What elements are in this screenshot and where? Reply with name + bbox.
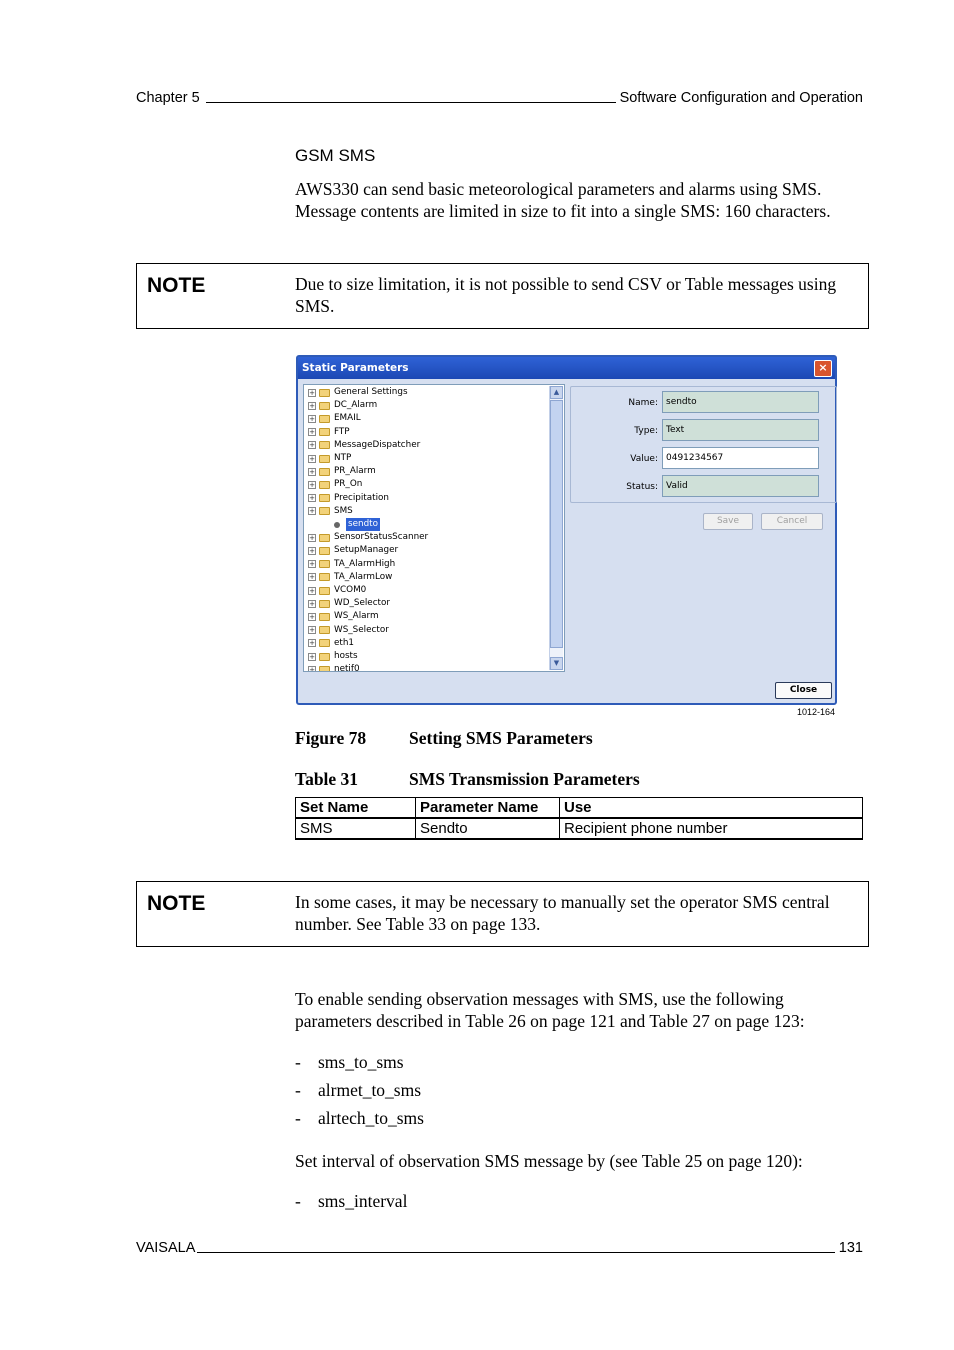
image-id: 1012-164 bbox=[797, 707, 836, 717]
expand-icon[interactable]: + bbox=[309, 652, 315, 661]
tree-item[interactable] bbox=[308, 584, 366, 597]
tree-item-label: NTP bbox=[334, 453, 352, 463]
close-icon[interactable]: × bbox=[814, 360, 832, 377]
tree-item-label: sendto bbox=[348, 519, 378, 529]
expand-icon[interactable]: + bbox=[309, 560, 315, 569]
tree-item[interactable] bbox=[308, 558, 395, 571]
tree-item-label: hosts bbox=[334, 651, 358, 661]
field-row-name bbox=[571, 391, 836, 415]
tree-item-label: SetupManager bbox=[334, 545, 399, 556]
tree-item-label: PR_On bbox=[334, 479, 363, 490]
folder-icon bbox=[319, 507, 330, 515]
tree-scrollbar[interactable] bbox=[549, 386, 563, 670]
folder-icon bbox=[319, 428, 330, 436]
save-button[interactable]: Save bbox=[703, 513, 753, 530]
tree-item[interactable] bbox=[308, 663, 360, 672]
note-label: NOTE bbox=[147, 274, 206, 297]
folder-icon bbox=[319, 573, 330, 581]
field-row-value bbox=[571, 447, 836, 471]
folder-icon bbox=[319, 560, 330, 568]
tree-item-label: EMAIL bbox=[334, 413, 361, 424]
table-caption bbox=[295, 769, 640, 790]
note-text: In some cases, it may be necessary to manually set the operator SMS central number. See Table 33 on page 133. bbox=[295, 892, 830, 934]
tree-item[interactable] bbox=[308, 399, 377, 412]
table-row bbox=[296, 818, 863, 839]
expand-icon[interactable]: + bbox=[309, 494, 315, 503]
name-label: Name: bbox=[628, 398, 658, 408]
expand-icon[interactable]: + bbox=[309, 428, 315, 437]
list-item: - sms_interval bbox=[295, 1191, 408, 1211]
dialog-titlebar bbox=[298, 357, 835, 379]
leaf-icon bbox=[334, 522, 340, 528]
tree-item-label: TA_AlarmLow bbox=[334, 571, 393, 582]
folder-icon bbox=[319, 600, 330, 608]
tree-item-label: Precipitation bbox=[334, 492, 389, 503]
tree-item[interactable] bbox=[308, 465, 376, 478]
close-button[interactable]: Close bbox=[775, 682, 832, 699]
expand-icon[interactable]: + bbox=[309, 414, 315, 423]
expand-icon[interactable]: + bbox=[309, 612, 315, 621]
folder-icon bbox=[319, 481, 330, 489]
expand-icon[interactable]: + bbox=[309, 533, 315, 542]
figure-number: Figure 78 bbox=[295, 728, 367, 748]
expand-icon[interactable]: + bbox=[309, 599, 315, 608]
chapter-title: Software Configuration and Operation bbox=[619, 90, 863, 106]
table-title: SMS Transmission Parameters bbox=[409, 769, 640, 789]
list-item-text: alrmet_to_sms bbox=[318, 1080, 422, 1100]
folder-icon bbox=[319, 402, 330, 410]
expand-icon[interactable]: + bbox=[309, 586, 315, 595]
tree-item-label: DC_Alarm bbox=[334, 400, 378, 411]
status-label: Status: bbox=[626, 482, 658, 492]
tree-item-label: FTP bbox=[334, 426, 350, 437]
tree-item[interactable] bbox=[308, 426, 350, 439]
tree-item[interactable] bbox=[308, 439, 420, 452]
folder-icon bbox=[319, 587, 330, 595]
folder-icon bbox=[319, 534, 330, 542]
tree-item-label: PR_Alarm bbox=[334, 466, 376, 477]
expand-icon[interactable]: + bbox=[309, 626, 315, 635]
expand-icon[interactable]: + bbox=[309, 467, 315, 476]
folder-icon bbox=[319, 613, 330, 621]
tree-item-label: TA_AlarmHigh bbox=[334, 558, 396, 569]
expand-icon[interactable]: + bbox=[309, 665, 315, 672]
status-field: Valid bbox=[662, 475, 819, 497]
type-label: Type: bbox=[634, 426, 658, 436]
tree-item[interactable] bbox=[308, 492, 389, 505]
tree-item[interactable] bbox=[308, 597, 390, 610]
folder-icon bbox=[319, 441, 330, 449]
expand-icon[interactable]: + bbox=[309, 507, 315, 516]
dialog-title: Static Parameters bbox=[302, 362, 409, 374]
folder-icon bbox=[319, 547, 330, 555]
tree-item[interactable] bbox=[308, 452, 351, 465]
field-row-type bbox=[571, 419, 836, 443]
tree-item[interactable] bbox=[308, 412, 361, 425]
page-footer bbox=[136, 1240, 863, 1256]
tree-item-label: WD_Selector bbox=[334, 598, 391, 609]
expand-icon[interactable]: + bbox=[309, 441, 315, 450]
note-box-2 bbox=[136, 881, 869, 947]
expand-icon[interactable]: + bbox=[309, 401, 315, 410]
scroll-up-icon[interactable]: ▲ bbox=[550, 386, 563, 399]
page-number: 131 bbox=[838, 1240, 863, 1256]
type-field: Text bbox=[662, 419, 819, 441]
tree-item[interactable] bbox=[308, 610, 379, 623]
field-row-status bbox=[571, 475, 836, 499]
figure-title: Setting SMS Parameters bbox=[409, 728, 593, 748]
note-text: Due to size limitation, it is not possible to send CSV or Table messages using SMS. bbox=[295, 274, 837, 316]
folder-icon bbox=[319, 468, 330, 476]
folder-icon bbox=[319, 415, 330, 423]
expand-icon[interactable]: + bbox=[309, 639, 315, 648]
column-header: Parameter Name bbox=[416, 798, 560, 819]
expand-icon[interactable]: + bbox=[309, 546, 315, 555]
table-cell: Recipient phone number bbox=[560, 818, 863, 839]
folder-icon bbox=[319, 455, 330, 463]
tree-item-label: WS_Selector bbox=[334, 624, 389, 635]
tree-item-label: SensorStatusScanner bbox=[334, 532, 429, 543]
folder-icon bbox=[319, 639, 330, 647]
list-item-text: alrtech_to_sms bbox=[318, 1108, 424, 1128]
column-header: Set Name bbox=[296, 798, 416, 819]
scroll-down-icon[interactable]: ▼ bbox=[550, 657, 563, 670]
note-label: NOTE bbox=[147, 892, 206, 915]
tree-item-label: General Settings bbox=[334, 387, 408, 397]
page-header bbox=[136, 90, 863, 106]
note-box-1 bbox=[136, 263, 869, 329]
section-title: GSM SMS bbox=[295, 146, 376, 165]
tree-item-label: netif0 bbox=[334, 664, 360, 672]
tree-item[interactable] bbox=[308, 637, 354, 650]
tree-item-label: WS_Alarm bbox=[334, 611, 379, 622]
scroll-thumb[interactable] bbox=[550, 400, 563, 648]
tree-item[interactable] bbox=[308, 505, 353, 518]
tree-item[interactable] bbox=[332, 518, 380, 531]
table-cell: Sendto bbox=[416, 818, 560, 839]
tree-item-label: MessageDispatcher bbox=[334, 439, 421, 450]
folder-icon bbox=[319, 653, 330, 661]
tree-item[interactable] bbox=[308, 624, 389, 637]
sms-paragraph: To enable sending observation messages with SMS, use the following parameters described in Table 26 on page 121 and Table 27 on page 123: bbox=[295, 989, 805, 1031]
header-rule bbox=[206, 102, 616, 103]
parameter-fields-panel bbox=[570, 386, 837, 503]
table-cell: SMS bbox=[296, 818, 416, 839]
list-item-text: sms_to_sms bbox=[318, 1052, 404, 1072]
tree-item-label: SMS bbox=[334, 505, 353, 516]
list-item-text: sms_interval bbox=[318, 1191, 408, 1211]
column-header: Use bbox=[560, 798, 863, 819]
cancel-button[interactable]: Cancel bbox=[761, 513, 823, 530]
value-input[interactable]: 0491234567 bbox=[662, 447, 819, 469]
folder-icon bbox=[319, 389, 330, 397]
expand-icon[interactable]: + bbox=[309, 388, 315, 397]
footer-rule bbox=[197, 1252, 834, 1253]
sms-parameters-table bbox=[295, 797, 863, 840]
tree-item-label: eth1 bbox=[334, 637, 355, 648]
table-number: Table 31 bbox=[295, 769, 359, 789]
expand-icon[interactable]: + bbox=[309, 480, 315, 489]
folder-icon bbox=[319, 626, 330, 634]
tree-item[interactable] bbox=[308, 478, 362, 491]
name-field: sendto bbox=[662, 391, 819, 413]
chapter-label: Chapter 5 bbox=[136, 90, 200, 106]
figure-caption bbox=[295, 728, 593, 749]
interval-paragraph: Set interval of observation SMS message by (see Table 25 on page 120): bbox=[295, 1151, 803, 1171]
expand-icon[interactable]: + bbox=[309, 573, 315, 582]
intro-paragraph: AWS330 can send basic meteorological parameters and alarms using SMS. Message contents are limited in size to fit into a single SMS: 160 characters. bbox=[295, 179, 831, 221]
tree-item[interactable] bbox=[308, 571, 392, 584]
tree-item[interactable] bbox=[308, 650, 358, 663]
folder-icon bbox=[319, 666, 330, 672]
folder-icon bbox=[319, 494, 330, 502]
list-item: - alrmet_to_sms bbox=[295, 1080, 422, 1100]
tree-item[interactable] bbox=[308, 531, 428, 544]
list-item: - alrtech_to_sms bbox=[295, 1108, 424, 1128]
value-label: Value: bbox=[630, 454, 658, 464]
tree-item[interactable] bbox=[308, 544, 398, 557]
table-header-row bbox=[296, 798, 863, 819]
static-parameters-dialog bbox=[296, 355, 837, 705]
tree-item-label: VCOM0 bbox=[334, 585, 367, 595]
company-name: VAISALA bbox=[136, 1240, 196, 1256]
expand-icon[interactable]: + bbox=[309, 454, 315, 463]
tree-item[interactable] bbox=[308, 386, 408, 399]
list-item: - sms_to_sms bbox=[295, 1052, 404, 1072]
parameter-tree[interactable] bbox=[303, 384, 565, 672]
